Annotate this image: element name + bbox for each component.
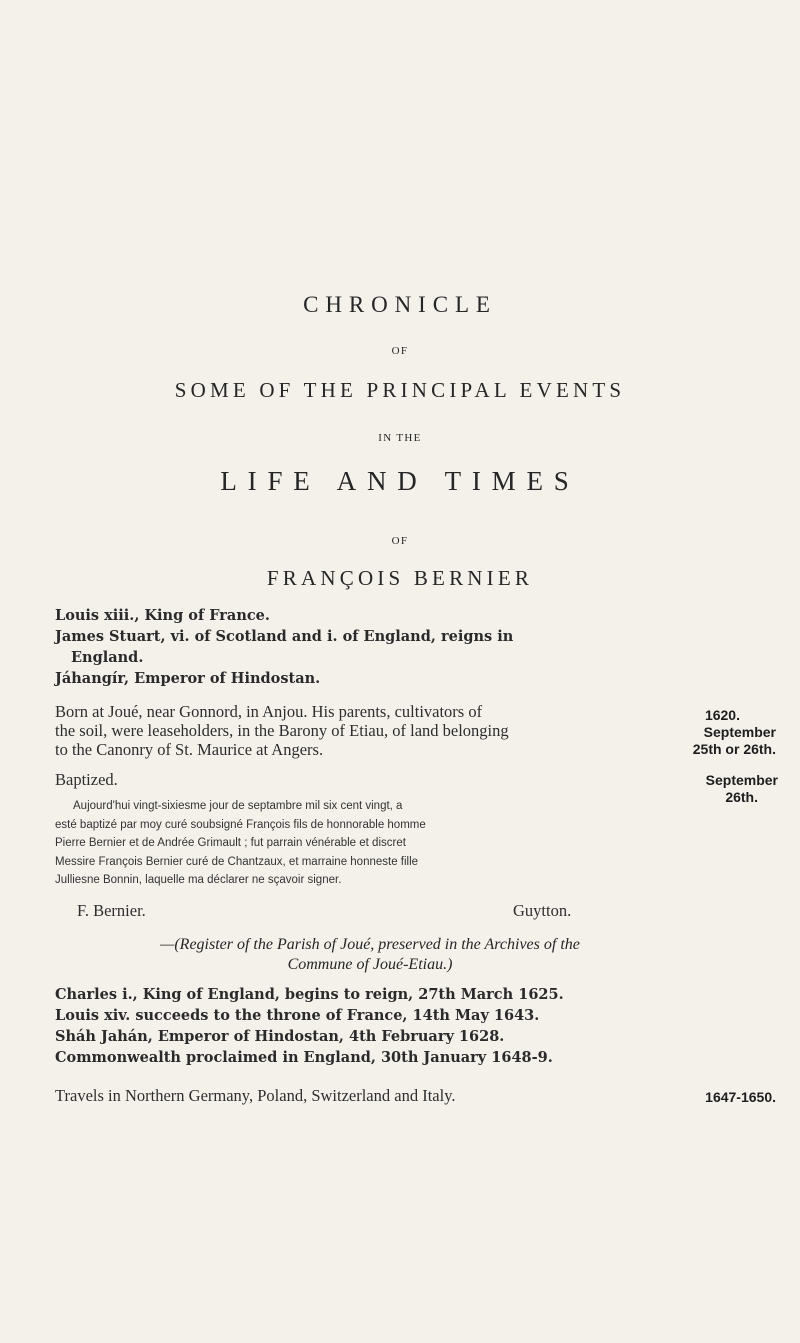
register-line: Messire François Bernier curé de Chantzaux, et marraine honneste fille [55,855,419,868]
register-line: Pierre Bernier et de Andrée Grimault ; fut parrain vénérable et discret [55,837,406,849]
ruler-line: Jáhangír, Emperor of Hindostan. [55,670,321,687]
born-year: 1620. [704,707,740,723]
register-line: esté baptizé par moy curé soubsigné François fils de honnorable homme [55,818,426,831]
signature-bernier: F. Bernier. [77,901,146,920]
born-month: September [703,724,776,740]
travels-text: Travels in Northern Germany, Poland, Switzerland and Italy. [55,1086,456,1105]
signature-guytton: Guytton. [513,901,572,920]
register-line: Aujourd'hui vingt-sixiesme jour de septambre mil six cent vingt, a [73,800,403,812]
source-line: —(Register of the Parish of Joué, preserved in the Archives of the [160,936,580,953]
born-line: the soil, were leaseholders, in the Barony of Etiau, of land belonging [55,721,509,740]
title-francois-bernier: FRANÇOIS BERNIER [266,566,534,590]
register-text [55,797,665,890]
born-line: Born at Joué, near Gonnord, in Anjou. His parents, cultivators of [55,702,483,721]
title-of-1: OF [391,345,409,357]
ruler-line: Louis xiv. succeeds to the throne of France, 14th May 1643. [55,1007,540,1024]
register-source [60,935,680,975]
baptized-day: 26th. [725,789,758,805]
travels-date: 1647-1650. [705,1089,776,1105]
ruler-line: Charles i., King of England, begins to reign, 27th March 1625. [55,986,564,1003]
title-chronicle: CHRONICLE [303,292,497,317]
rulers-1620 [55,605,655,689]
baptized-month: September [705,772,778,788]
ruler-line: Louis xiii., King of France. [55,607,270,624]
source-line: Commune of Joué-Etiau.) [287,956,453,973]
title-life-and-times: LIFE AND TIMES [220,466,580,496]
ruler-line: Commonwealth proclaimed in England, 30th January 1648-9. [55,1049,553,1066]
born-line: to the Canonry of St. Maurice at Angers. [55,740,324,759]
baptized-label: Baptized. [55,770,118,789]
rulers-later [55,984,695,1068]
title-of-2: OF [391,535,409,547]
title-in-the: IN THE [378,432,422,444]
ruler-line: Sháh Jahán, Emperor of Hindostan, 4th February 1628. [55,1028,505,1045]
ruler-line: England. [71,649,144,666]
ruler-line: James Stuart, vi. of Scotland and i. of England, reigns in [55,628,514,645]
title-principal-events: SOME OF THE PRINCIPAL EVENTS [174,378,626,402]
register-line: Julliesne Bonnin, laquelle ma déclarer ne sçavoir signer. [55,874,342,886]
born-paragraph [55,702,680,759]
born-day: 25th or 26th. [692,741,776,757]
born-date [660,707,776,758]
